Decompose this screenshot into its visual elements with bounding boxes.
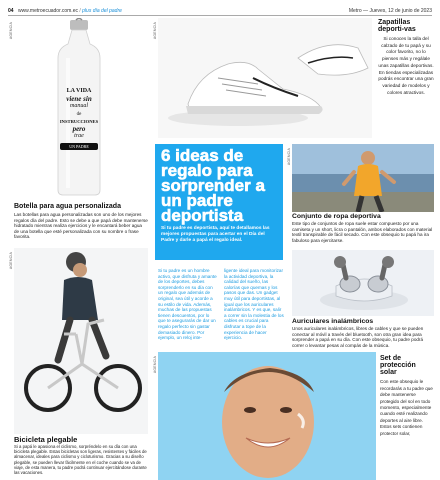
intro-col1-text: Si tu padre es un hombre activo, que disfruta y amante de los deportes, debes sorprenderlo en su día con un regalo que además de original, sea útil y acorde a su estilo de vida. Además, muchas de las propuestas tienen descuentos, por lo que te asegurarás de dar un regalo perfecto sin gastar demasiado dinero. Por ejemplo, un reloj inte-: [158, 268, 217, 341]
intro-column-2: [224, 268, 284, 341]
bottle-text-7: trae: [74, 133, 84, 139]
article-conjunto: [292, 213, 434, 243]
photo-credit-sunscreen: AGENCIA: [153, 356, 157, 374]
headline-box: [155, 144, 283, 260]
bottle-text-2: viene sin: [66, 94, 92, 103]
bottle-text-3: manual: [70, 103, 88, 109]
zapatillas-body: Si conoces la talla del calzado de tu papá y su color favorito, no lo pienses más y regálale unas zapatillas deportivas. En tiendas especializadas podrás encontrar una gran variedad de modelos y colores atractivos.: [378, 36, 434, 95]
botella-title: Botella para agua personalizada: [14, 203, 121, 210]
article-botella: [14, 203, 148, 240]
intro-col2-text: ligente ideal para monitorizar la actividad deportiva, la calidad del sueño, las calorías que quemas y los pasos que das. Un gadget muy útil para deportistas, al igual que los auriculares inalámbricos. Y es que, salir a correr sin la molestia de los cables es crucial para disfrutar a tope de la experiencia de hacer ejercicio.: [224, 268, 284, 341]
earbuds-icon: [292, 250, 434, 316]
auriculares-body: Unos auriculares inalámbricos, libres de cables y que se pueden conectar al móvil a través del bluetooth, son otra gran idea para sorprender a papá en su día. Con este obsequio, tu padre podrá correr o levantar pesas al compás de la música.: [292, 326, 424, 348]
conjunto-body: Este tipo de conjuntos de ropa suele estar compuesto por una camiseta y un short, licra o pantalón, ambos elaborados con material textil transpirable de fácil secado. Con este obsequio tu papá ha ira fabuloso para ejercitarse.: [292, 221, 433, 243]
website-link[interactable]: www.metroecuador.com.ec: [17, 8, 78, 14]
page-number: 04: [8, 8, 14, 14]
runner-photo: [292, 144, 434, 212]
photo-credit-shoes: AGENCIA: [153, 22, 157, 40]
intro-column-1: [158, 268, 218, 341]
earbuds-photo: [292, 250, 434, 316]
headline-subtitle: Si tu padre es deportista, aquí te detallamos las mejores propuestas para acertar en el Día del Padre y darle a papá el regalo ideal.: [161, 226, 270, 243]
date-line: Metro — Jueves, 12 de junio de 2023: [348, 8, 432, 14]
sunscreen-photo: [158, 352, 376, 480]
bottle-print: [54, 88, 104, 150]
botella-body: Las botellas para agua personalizadas son uno de los mejores regalos día del padre. Esto se debe a que papá debe mantenerse hidratado mientras realiza ejercicios y le encantará beber agua de una botella que esté personalizada con su nombre o frase favorita.: [14, 212, 148, 240]
protector-title: Set de protección solar: [380, 355, 416, 376]
bottle-text-6: pero: [72, 124, 86, 133]
photo-credit-cyclist: AGENCIA: [9, 252, 13, 270]
photo-credit-runner: AGENCIA: [287, 148, 291, 166]
section-name: plus día del padre: [82, 8, 122, 14]
sneakers-icon: [158, 18, 372, 138]
zapatillas-title: Zapatillas deporti-vas: [378, 19, 416, 33]
article-bicicleta: [14, 436, 148, 475]
article-auriculares: [292, 318, 434, 348]
headline-title: 6 ideas de regalo para sorprender a un padre deportista: [161, 146, 265, 225]
bicicleta-body: Si a papá le apasiona el ciclismo, sorpréndelo en su día con una bicicleta plegable. Estas bicicletas son ligeras, resistentes y fáciles de almacenar, ideales para ciclismo y cicloturismo. Gracias a su diseño plegable, se pueden llevar fácilmente en el coche cuando se va de viaje, de esta manera, tu padre podrá continuar ejercitándose durante las vacaciones.: [14, 444, 147, 476]
photo-credit-bottle: AGENCIA: [9, 22, 13, 40]
bottle-text-4: de: [76, 111, 82, 117]
smiling-man-icon: [158, 352, 376, 480]
cyclist-photo: [14, 248, 148, 434]
shoes-photo: [158, 18, 372, 138]
bottle-photo: [14, 18, 144, 198]
article-zapatillas: [378, 20, 434, 96]
bottle-text-1: LA VIDA: [66, 88, 92, 94]
protector-body: Con este obsequio le recordarás a tu padre que debe mantenerse protegido del sol en todo momento, especialmente cuando esté realizando deportes al aire libre. Estos sets contienen protector solar,: [380, 379, 433, 436]
bottle-text-5: INSTRUCCIONES: [59, 119, 99, 124]
bicycle-icon: [14, 248, 148, 434]
page-header: 04 www.metroecuador.com.ec / plus día del padre Metro — Jueves, 12 de junio de 2023: [8, 8, 432, 14]
auriculares-title: Auriculares inalámbricos: [292, 318, 374, 325]
bottle-text-8: UN PADRE: [60, 143, 98, 151]
conjunto-title: Conjunto de ropa deportiva: [292, 213, 381, 220]
bicicleta-title: Bicicleta plegable: [14, 435, 78, 444]
runner-icon: [292, 144, 434, 212]
article-protector: [380, 356, 434, 437]
